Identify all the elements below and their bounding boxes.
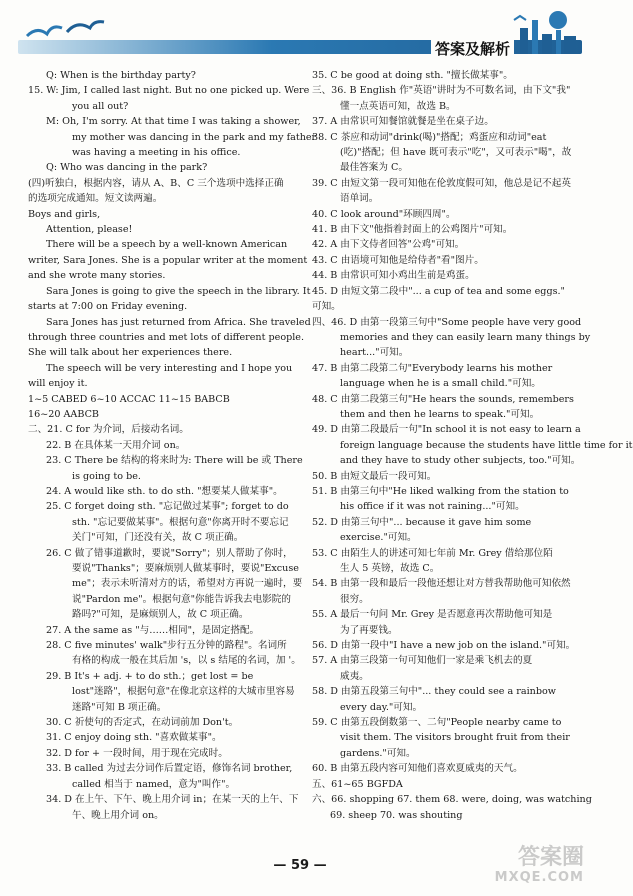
text-line: 35. C be good at doing sth. "擅长做某事"。 bbox=[312, 70, 513, 81]
text-line: visit them. The visitors brought fruit from their bbox=[340, 732, 570, 744]
text-line: 47. B 由第二段第二句"Everybody learns his mother bbox=[312, 362, 553, 374]
text-line: 路吗?"可知，是麻烦别人，故 C 项正确。 bbox=[72, 609, 249, 621]
text-line: 51. B 由第三句中"He liked walking from the station to bbox=[312, 485, 569, 497]
text-line: 56. D 由第一段中"I have a new job on the island."可知。 bbox=[312, 640, 576, 652]
text-line: (吃)"搭配；但 have 既可表示"吃"，又可表示"喝"，故 bbox=[340, 147, 572, 159]
text-line: 27. A the same as "与……相同"，是固定搭配。 bbox=[46, 624, 260, 636]
text-line: Sara Jones has just returned from Africa. She traveled bbox=[46, 316, 311, 328]
text-line: 55. A 最后一句问 Mr. Grey 是否愿意再次帮助他可知是 bbox=[312, 609, 553, 621]
text-line: called 相当于 named，意为"叫作"。 bbox=[72, 778, 236, 790]
text-line: my mother was dancing in the park and my father bbox=[72, 131, 317, 143]
text-line: 69. sheep 70. was shouting bbox=[330, 809, 463, 821]
text-line: will enjoy it. bbox=[28, 378, 88, 390]
text-line: The speech will be very interesting and I hope you bbox=[46, 362, 293, 374]
text-line: is going to be. bbox=[72, 470, 141, 482]
text-line: 16~20 AABCB bbox=[28, 408, 99, 420]
text-line: 关门"可知，门还没有关，故 C 项正确。 bbox=[72, 532, 244, 544]
text-line: 22. B 在具体某一天用介词 on。 bbox=[46, 439, 186, 451]
text-line: them and then he learns to speak."可知。 bbox=[340, 408, 540, 420]
text-line: language when he is a small child."可知。 bbox=[340, 378, 541, 390]
text-line: 34. D 在上午、下午、晚上用介词 in；在某一天的上午、下 bbox=[46, 794, 299, 806]
text-line: through three countries and met lots of different people. bbox=[28, 331, 305, 343]
text-line: 午、晚上用介词 on。 bbox=[72, 809, 164, 821]
text-line: was having a meeting in his office. bbox=[72, 147, 241, 159]
text-line: lost"迷路"，根据句意"在像北京这样的大城市里容易 bbox=[72, 686, 295, 698]
text-line: 57. A 由第三段第一句可知他们一家是乘飞机去的夏 bbox=[312, 655, 533, 667]
text-line: and she wrote many stories. bbox=[28, 270, 166, 282]
text-line: 语单词。 bbox=[340, 193, 379, 205]
text-line: Q: Who was dancing in the park? bbox=[46, 162, 208, 174]
text-line: 37. A 由常识可知餐馆就餐是坐在桌子边。 bbox=[312, 116, 494, 128]
text-line: 48. C 由第二段第三句"He hears the sounds, remembers bbox=[312, 393, 574, 405]
text-line: 二、21. C for 为介词，后接动名词。 bbox=[28, 424, 189, 436]
text-line: 25. C forget doing sth. "忘记做过某事"; forget to do bbox=[46, 501, 289, 513]
text-line: 58. D 由第五段第三句中"... they could see a rainbow bbox=[312, 686, 556, 698]
text-line: exercise."可知。 bbox=[340, 532, 417, 544]
text-line: and they have to study other subjects, too."可知。 bbox=[340, 455, 581, 467]
text-line: Attention, please! bbox=[46, 224, 133, 236]
text-line: writer, Sara Jones. She is a popular writer at the moment bbox=[28, 254, 308, 266]
text-line: 可知。 bbox=[312, 301, 341, 313]
text-line: 38. C 茶应和动词"drink(喝)"搭配；鸡蛋应和动词"eat bbox=[312, 131, 547, 143]
text-line: 三、36. B English 作"英语"讲时为不可数名词，由下文"我" bbox=[312, 85, 571, 97]
text-line: 54. B 由第一段和最后一段他还想让对方替我帮助他可知依然 bbox=[312, 578, 571, 590]
text-line: every day."可知。 bbox=[340, 701, 423, 713]
left-column bbox=[28, 68, 317, 823]
text-line: 五、61~65 BGFDA bbox=[312, 778, 403, 790]
text-line: 52. D 由第三句中"... because it gave him some bbox=[312, 516, 532, 528]
text-line: 45. D 由短文第二段中"... a cup of tea and some eggs." bbox=[312, 285, 565, 297]
watermark-main: 答案圈 bbox=[517, 845, 584, 870]
text-line: 53. C 由陌生人的讲述可知七年前 Mr. Grey 借给那位陌 bbox=[312, 547, 553, 559]
text-line: 50. B 由短文最后一段可知。 bbox=[312, 470, 437, 482]
text-line: Boys and girls, bbox=[28, 208, 101, 220]
text-line: memories and they can easily learn many things by bbox=[340, 331, 591, 343]
text-line: 31. C enjoy doing sth. "喜欢做某事"。 bbox=[46, 732, 222, 744]
text-line: 15. W: Jim, I called last night. But no one picked up. Were bbox=[28, 85, 310, 97]
text-line: 最佳答案为 C。 bbox=[340, 162, 408, 174]
text-line: 49. D 由第二段最后一句"In school it is not easy to learn a bbox=[312, 424, 581, 436]
text-line: 60. B 由第五段内容可知他们喜欢夏威夷的天气。 bbox=[312, 763, 523, 775]
text-line: 23. C There be 结构的将来时为: There will be 或 There bbox=[46, 455, 303, 467]
text-line: 43. C 由语境可知他是给侍者"看"图片。 bbox=[312, 254, 484, 266]
right-column bbox=[312, 68, 633, 823]
text-line: 29. B It's + adj. + to do sth.；get lost = be bbox=[46, 670, 254, 682]
text-line: 44. B 由常识可知小鸡出生前是鸡蛋。 bbox=[312, 270, 475, 282]
text-line: 59. C 由第五段倒数第一、二句"People nearby came to bbox=[312, 717, 562, 729]
text-line: 40. C look around"环顾四周"。 bbox=[312, 208, 456, 220]
page-number: — 59 — bbox=[273, 858, 327, 873]
page-header bbox=[0, 0, 600, 62]
text-line: 33. B called 为过去分词作后置定语，修饰名词 brother, bbox=[46, 763, 293, 775]
text-line: 生人 5 英镑，故选 C。 bbox=[340, 563, 440, 574]
text-line: 1~5 CABED 6~10 ACCAC 11~15 BABCB bbox=[28, 393, 230, 405]
text-line: 迷路"可知 B 项正确。 bbox=[72, 701, 167, 713]
text-line: starts at 7:00 on Friday evening. bbox=[28, 301, 188, 313]
text-line: 为了再要钱。 bbox=[340, 624, 398, 636]
text-line: Q: When is the birthday party? bbox=[46, 70, 196, 81]
text-line: 四、46. D 由第一段第三句中"Some people have very good bbox=[312, 316, 582, 328]
text-line: foreign language because the students have little time for it bbox=[340, 439, 633, 451]
city-skyline-icon bbox=[512, 6, 582, 56]
text-line: 有格的构成一般在其后加 's，以 s 结尾的名词，加 '。 bbox=[72, 655, 301, 667]
text-line: 说"Pardon me"。根据句意"你能告诉我去电影院的 bbox=[72, 593, 291, 605]
text-line: (四)听独白，根据内容，请从 A、B、C 三个选项中选择正确 bbox=[28, 177, 284, 189]
text-line: heart..."可知。 bbox=[340, 347, 409, 359]
watermark-sub: MXQE.COM bbox=[494, 870, 584, 885]
text-line: There will be a speech by a well-known American bbox=[46, 239, 288, 251]
text-line: his office if it was not raining..."可知。 bbox=[340, 501, 525, 513]
text-line: 六、66. shopping 67. them 68. were, doing, was watching bbox=[312, 794, 592, 806]
text-line: M: Oh, I'm sorry. At that time I was taking a shower, bbox=[46, 116, 301, 128]
text-line: 28. C five minutes' walk"步行五分钟的路程"。名词所 bbox=[46, 640, 287, 652]
text-line: 42. A 由下文侍者回答"公鸡"可知。 bbox=[312, 239, 465, 251]
text-line: 32. D for + 一段时间，用于现在完成时。 bbox=[46, 747, 228, 759]
text-line: 30. C 祈使句的否定式，在动词前加 Don't。 bbox=[46, 717, 239, 729]
text-line: 39. C 由短文第一段可知他在伦敦度假可知，他总是记不起英 bbox=[312, 177, 571, 189]
watermark bbox=[464, 845, 584, 888]
text-line: 威夷。 bbox=[340, 670, 369, 682]
text-line: you all out? bbox=[72, 100, 129, 112]
text-line: 24. A would like sth. to do sth. "想要某人做某事"。 bbox=[46, 485, 283, 497]
text-line: 的选项完成通知。短文读两遍。 bbox=[28, 193, 163, 205]
header-title: 答案及解析 bbox=[431, 38, 514, 59]
text-line: She will talk about her experiences there. bbox=[28, 347, 233, 359]
text-line: sth. "忘记要做某事"。根据句意"你离开时不要忘记 bbox=[72, 516, 289, 528]
text-line: gardens."可知。 bbox=[340, 747, 416, 759]
text-line: 26. C 做了错事道歉时，要说"Sorry"；别人帮助了你时， bbox=[46, 547, 293, 559]
text-line: 要说"Thanks"；要麻烦别人做某事时，要说"Excuse bbox=[72, 563, 299, 574]
text-line: 很穷。 bbox=[340, 593, 369, 605]
text-line: me"；表示未听清对方的话，希望对方再说一遍时，要 bbox=[72, 578, 303, 590]
text-line: 懂一点英语可知，故选 B。 bbox=[340, 100, 456, 112]
text-line: Sara Jones is going to give the speech in the library. It bbox=[46, 285, 311, 297]
text-line: 41. B 由下文"他指着封面上的公鸡图片"可知。 bbox=[312, 224, 513, 236]
